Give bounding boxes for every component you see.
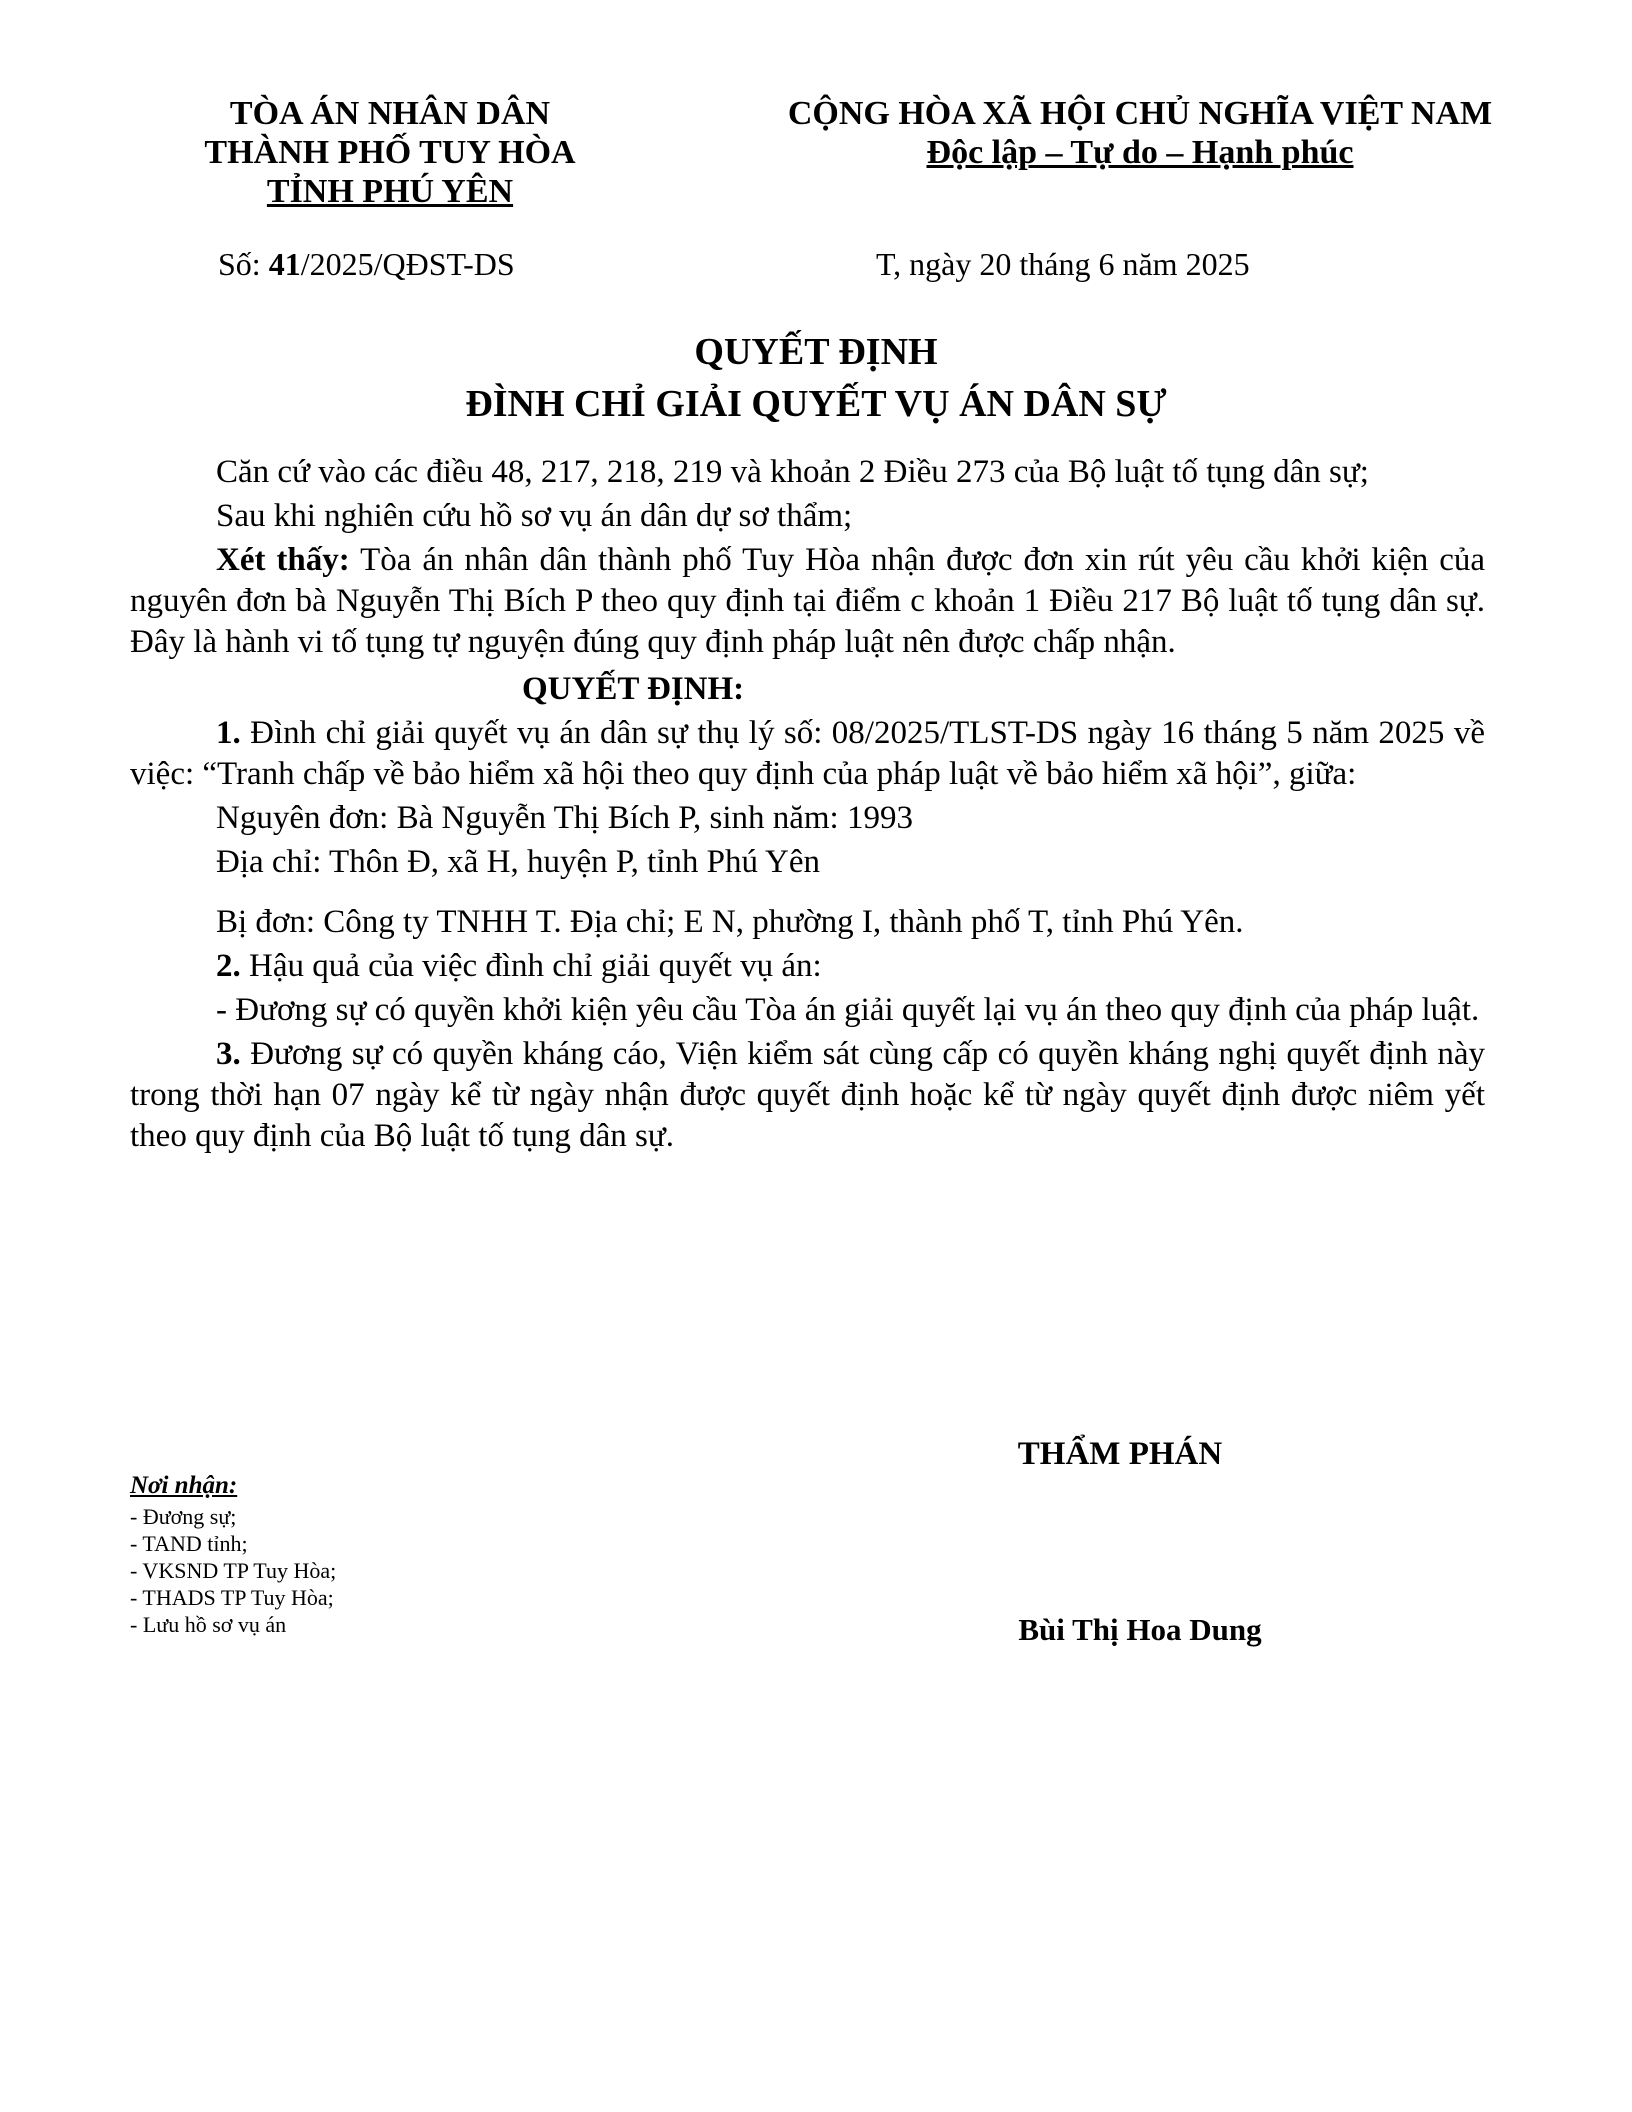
legal-basis-paragraph: Căn cứ vào các điều 48, 217, 218, 219 và khoản 2 Điều 273 của Bộ luật tố tụng dân sự; (216, 454, 1369, 490)
plaintiff-line: Nguyên đơn: Bà Nguyễn Thị Bích P, sinh năm: 1993 (216, 800, 913, 836)
nation-header (700, 94, 1580, 172)
recipient-item: - VKSND TP Tuy Hòa; (130, 1558, 337, 1583)
title-line-2: ĐÌNH CHỈ GIẢI QUYẾT VỤ ÁN DÂN SỰ (465, 383, 1167, 425)
document-body (130, 452, 1485, 1160)
decision-item-2-detail: - Đương sự có quyền khởi kiện yêu cầu Tòa án giải quyết lại vụ án theo quy định của pháp luật. (216, 992, 1480, 1028)
recipient-item: - Đương sự; (130, 1504, 237, 1529)
document-date: T, ngày 20 tháng 6 năm 2025 (876, 246, 1250, 282)
document-number: Số: 41/2025/QĐST-DS (218, 246, 515, 282)
recipients-block (130, 1472, 336, 1638)
defendant-line: Bị đơn: Công ty TNHH T. Địa chỉ; E N, phường I, thành phố T, tỉnh Phú Yên. (216, 904, 1244, 940)
signer-name: Bùi Thị Hoa Dung (1018, 1612, 1262, 1647)
court-line-2: THÀNH PHỐ TUY HÒA (204, 134, 576, 171)
consideration-label: Xét thấy: (216, 542, 350, 578)
signer-title: THẨM PHÁN (1017, 1436, 1223, 1472)
document-title (0, 326, 1632, 430)
decision-item-2: 2. Hậu quả của việc đình chỉ giải quyết vụ án: (216, 948, 822, 984)
recipient-item: - Lưu hồ sơ vụ án (130, 1612, 287, 1637)
court-header (130, 94, 650, 211)
document-number-value: 41 (268, 246, 301, 282)
consideration-paragraph: Xét thấy: Tòa án nhân dân thành phố Tuy Hòa nhận được đơn xin rút yêu cầu khởi kiện của nguyên đơn bà Nguyễn Thị Bích P theo quy định tại điểm c khoản 1 Điều 217 Bộ luật tố tụng dân sự. Đây là hành vi tố tụng tự nguyện đúng quy định pháp luật nên được chấp nhận. (130, 542, 1485, 660)
plaintiff-address-line: Địa chỉ: Thôn Đ, xã H, huyện P, tỉnh Phú Yên (216, 844, 821, 880)
recipient-item: - THADS TP Tuy Hòa; (130, 1585, 334, 1610)
motto: Độc lập – Tự do – Hạnh phúc (926, 134, 1354, 171)
decision-heading: QUYẾT ĐỊNH: (522, 671, 745, 707)
nation-name: CỘNG HÒA XÃ HỘI CHỦ NGHĨA VIỆT NAM (787, 95, 1493, 132)
recipients-heading: Nơi nhận: (130, 1472, 238, 1499)
title-line-1: QUYẾT ĐỊNH (694, 331, 938, 373)
court-line-3 (130, 172, 650, 211)
motto-line (700, 133, 1580, 172)
recipient-item: - TAND tỉnh; (130, 1531, 248, 1556)
decision-item-3: 3. Đương sự có quyền kháng cáo, Viện kiểm sát cùng cấp có quyền kháng nghị quyết định này trong thời hạn 07 ngày kể từ ngày nhận được quyết định hoặc kể từ ngày quyết định được niêm yết theo quy định của Bộ luật tố tụng dân sự. (130, 1036, 1485, 1154)
court-line-1: TÒA ÁN NHÂN DÂN (229, 95, 551, 132)
decision-item-1: 1. Đình chỉ giải quyết vụ án dân sự thụ lý số: 08/2025/TLST-DS ngày 16 tháng 5 năm 2025 về việc: “Tranh chấp về bảo hiểm xã hội theo quy định của pháp luật về bảo hiểm xã hội”, giữa: (130, 715, 1485, 792)
review-paragraph: Sau khi nghiên cứu hồ sơ vụ án dân dự sơ thẩm; (216, 498, 853, 534)
court-province: TỈNH PHÚ YÊN (266, 173, 514, 210)
